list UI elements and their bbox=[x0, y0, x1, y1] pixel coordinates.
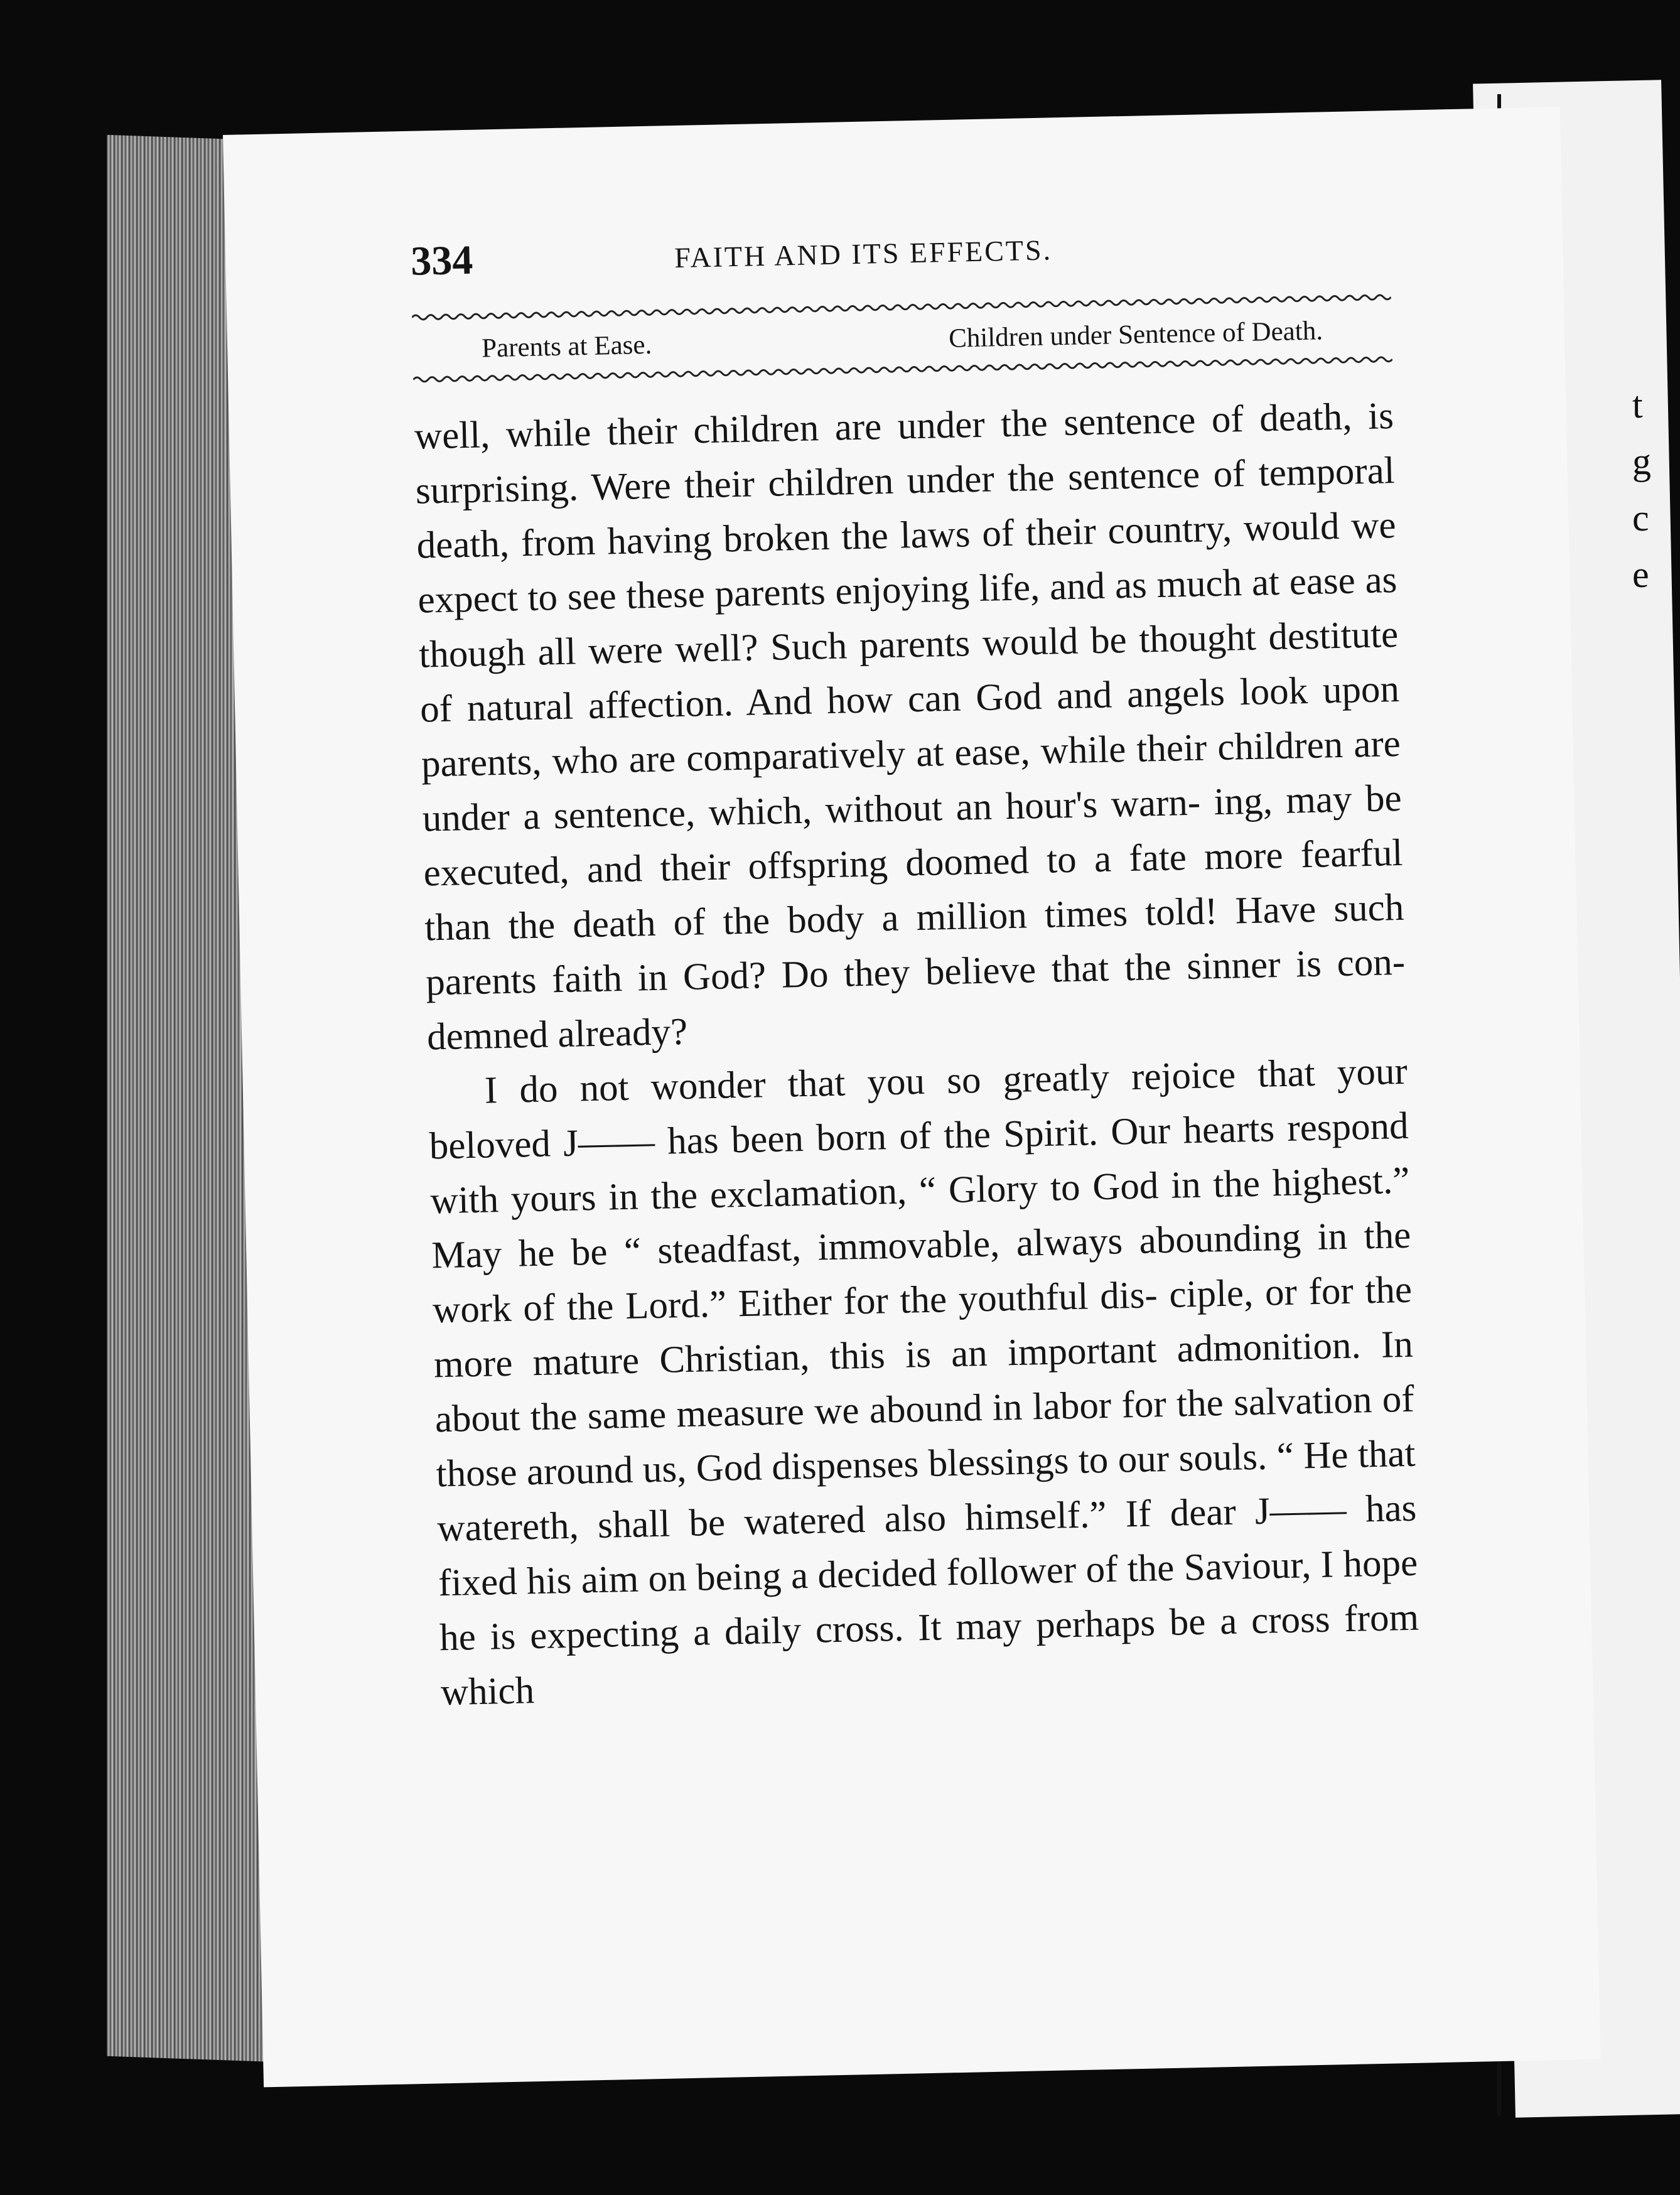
body-text bbox=[414, 389, 1420, 1720]
facing-fragment: t bbox=[1632, 384, 1643, 426]
paragraph-1: well, while their children are under the sentence of death, is surprising. Were their children under the sentence of temporal death, from having broken the laws of their country, would we expect to see these parents enjoying life, and as much at ease as though all were well? Such parents would be thought destitute of natural affection. And how can God and angels look upon parents, who are comparatively at ease, while their children are under a sentence, which, without an hour's warn- ing, may be executed, and their offspring doomed to a fate more fearful than the death of the body a million times told! Have such parents faith in God? Do they believe that the sinner is con- demned already? bbox=[414, 395, 1406, 1059]
facing-fragment: g bbox=[1632, 441, 1651, 482]
page-number: 334 bbox=[410, 237, 474, 284]
subheading-right: Children under Sentence of Death. bbox=[948, 316, 1323, 353]
page-content bbox=[410, 217, 1420, 1720]
subheading-left: Parents at Ease. bbox=[481, 330, 652, 364]
facing-fragment: c bbox=[1632, 497, 1649, 539]
paragraph-2: I do not wonder that you so greatly rejoice that your beloved J—— has been born of the Spirit. Our hearts respond with yours in the exclamation, “ Glory to God in the highest.” May he be “ steadfast, immovable, always abounding in the work of the Lord.” Either for the youthful dis- ciple, or for the more mature Christian, this is an important admonition. In about the same measure we abound in labor for the salvation of those around us, God dispenses blessings to our souls. “ He that watereth, shall be watered also himself.” If dear J—— has fixed his aim on being a decided follower of the Saviour, I hope he is expecting a daily cross. It may perhaps be a cross from which bbox=[429, 1050, 1419, 1714]
facing-page-fragments bbox=[1632, 377, 1651, 603]
book-page bbox=[223, 107, 1601, 2087]
facing-fragment: e bbox=[1632, 554, 1649, 595]
page-header bbox=[410, 217, 1391, 307]
running-title: FAITH AND ITS EFFECTS. bbox=[674, 234, 1053, 274]
